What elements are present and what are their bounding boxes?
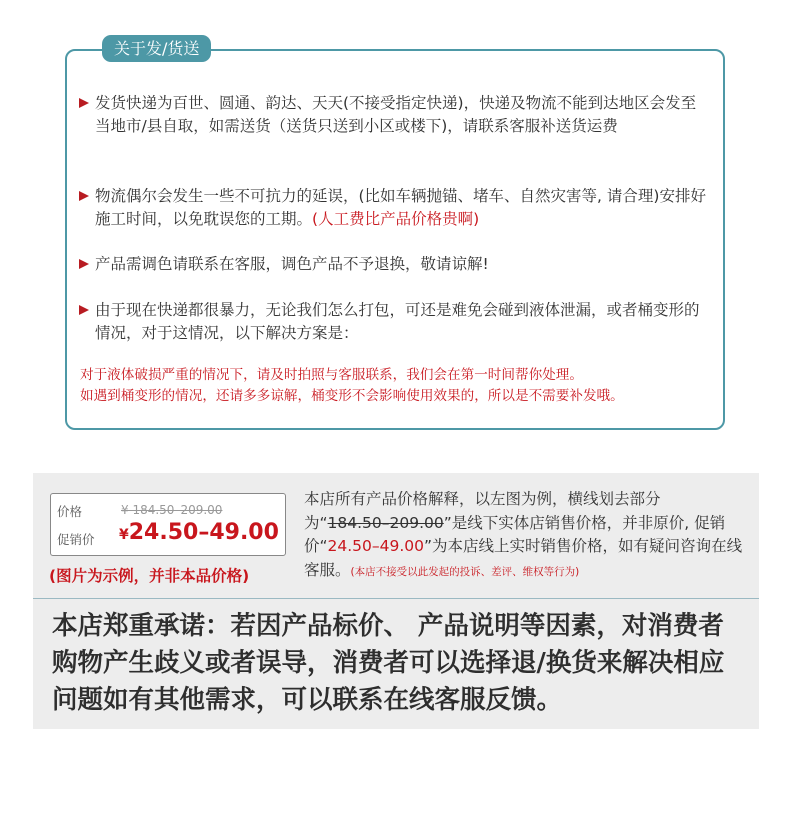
arrow-right-icon [79, 259, 89, 269]
sale-price-label: 促销价 [57, 532, 95, 547]
sale-price-number: 24.50–49.00 [128, 520, 279, 545]
shipping-rule-2 [79, 185, 709, 231]
price-explanation-text [304, 488, 744, 584]
damage-note-1: 对于液体破损严重的情况下，请及时拍照与客服联系，我们会在第一时间帮你处理。 [80, 367, 583, 383]
rule-text: 产品需调色请联系在客服，调色产品不予退换，敬请谅解! [95, 255, 489, 273]
arrow-right-icon [79, 98, 89, 108]
currency-symbol: ¥ [119, 527, 129, 543]
explain-part-3: ”为本店线上实时销售价格，如有疑问咨询在线客服。 [304, 537, 743, 579]
store-promise: 本店郑重承诺：若因产品标价、 产品说明等因素，对消费者购物产生歧义或者误导，消费者可以选择退/换货来解决相应问题如有其他需求，可以联系在线客服反馈。 [52, 611, 725, 715]
arrow-right-icon [79, 191, 89, 201]
shipping-tag: 关于发/货送 [102, 35, 211, 62]
explain-part-1: 本店所有产品价格解释，以左图为例，横线划去部分为“ [304, 490, 661, 532]
price-example-card [50, 493, 286, 556]
shipping-rule-4 [79, 299, 709, 345]
shipping-rule-1 [79, 92, 709, 138]
explain-strike-price: 184.50–209.00 [327, 513, 444, 532]
original-price-value: ¥ 184.50–209.00 [121, 503, 223, 517]
damage-note-2: 如遇到桶变形的情况，还请多多谅解，桶变形不会影响使用效果的，所以是不需要补发哦。 [80, 388, 624, 404]
sale-price-value [119, 520, 279, 545]
shipping-rule-3 [79, 253, 709, 276]
arrow-right-icon [79, 305, 89, 315]
example-note: (图片为示例，并非本品价格) [49, 567, 250, 585]
rule-red-note: (人工费比产品价格贵啊) [312, 210, 480, 228]
divider [33, 598, 759, 599]
rule-text: 由于现在快递都很暴力，无论我们怎么打包，可还是难免会碰到液体泄漏，或者桶变形的情况，对于这情况，以下解决方案是： [95, 301, 700, 342]
explain-part-2: ”是线下实体店销售价格，并非原价, 促销价“ [304, 513, 726, 555]
rule-text: 物流偶尔会发生一些不可抗力的延误，(比如车辆抛锚、堵车、自然灾害等, 请合理)安排好施工时间，以免耽误您的工期。 [95, 187, 706, 228]
rule-text: 发货快递为百世、圆通、韵达、天天(不接受指定快递)，快递及物流不能到达地区会发至当地市/县自取，如需送货（送货只送到小区或楼下)，请联系客服补送货运费 [95, 94, 697, 135]
explain-sale-price: 24.50–49.00 [327, 537, 425, 555]
explain-disclaimer: (本店不接受以此发起的投诉、差评、维权等行为) [350, 565, 580, 578]
original-price-label: 价格 [57, 504, 83, 519]
